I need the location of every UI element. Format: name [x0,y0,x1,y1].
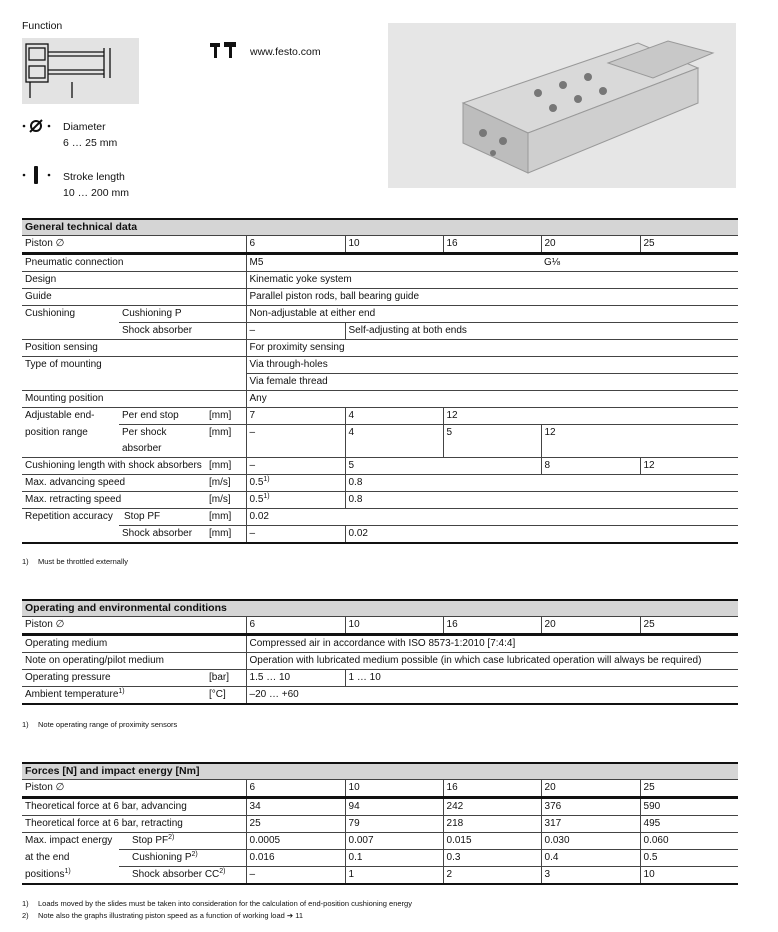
size-header: 6 [246,780,345,798]
cylinder-symbol-icon [22,38,139,104]
page-reference-link[interactable]: ➔ 11 [286,911,304,920]
cell: Self-adjusting at both ends [345,323,738,340]
cell: 0.02 [246,509,738,526]
size-header: 10 [345,236,443,254]
row-sublabel: Stop PF [119,509,206,526]
cell: 0.060 [640,833,738,850]
table-row [22,236,738,254]
piston-label: Piston ∅ [22,236,246,254]
general-data-table [22,235,738,544]
cell: Any [246,391,738,408]
row-label: Design [22,272,246,289]
operating-conditions-section [22,599,738,705]
table-row [22,850,738,867]
table-row [22,653,738,670]
row-sublabel: Shock absorber CC$^{2)}$ [119,867,246,885]
table-row [22,272,738,289]
row-label: Position sensing [22,340,246,357]
table-row [22,306,738,323]
unit: [mm] [206,458,246,475]
cell: Via through-holes [246,357,738,374]
cell: – [246,458,345,475]
row-label: Note on operating/pilot medium [22,653,246,670]
cell: G⅛ [541,254,738,272]
diameter-icon [22,118,52,137]
footnote: 1) Must be throttled externally [22,557,129,566]
size-header: 16 [443,780,541,798]
empty-cell [22,441,119,458]
table-row [22,867,738,885]
stroke-icon [22,165,52,188]
function-symbol [22,38,139,104]
row-label: Max. retracting speed [22,492,206,509]
row-sublabel: absorber [122,443,162,454]
footnote: 2) Note also the graphs illustrating piston speed as a function of working load ➔ 11 [22,911,304,920]
unit: [mm] [206,408,246,425]
piston-label: Piston ∅ [22,617,246,635]
table-row [22,617,738,635]
cell: 317 [541,816,640,833]
table-row [22,357,738,374]
row-label: Repetition accuracy [22,509,119,526]
size-header: 20 [541,236,640,254]
row-label: Cushioning length with shock absorbers [22,458,206,475]
cell: 242 [443,798,541,816]
table-row [22,425,738,442]
size-header: 6 [246,236,345,254]
row-sublabel: Cushioning $P^{2)}$ [119,850,246,867]
cell: 218 [443,816,541,833]
row-label: positions$^{1)}$ [22,867,119,885]
unit: [m/s] [206,492,246,509]
cell: – [246,425,345,442]
cell: For proximity sensing [246,340,738,357]
cell: 376 [541,798,640,816]
cell: 0.1 [345,850,443,867]
table-row [22,391,738,408]
table-row [22,441,738,458]
row-sublabel: Stop PF$^{2)}$ [119,833,246,850]
stroke-range: 10 … 200 mm [63,187,129,199]
tools-icon [210,40,238,63]
row-sublabel: Per shock [119,425,206,442]
empty-cell [541,441,738,458]
section-title: Operating and environmental conditions [22,599,738,616]
cell: 1.5 … 10 [246,670,345,687]
empty-cell [22,374,246,391]
cell: 7 [246,408,345,425]
product-photo [388,23,736,188]
section-title: General technical data [22,218,738,235]
cell: – [246,867,345,885]
footnote: 1) Note operating range of proximity sensors [22,720,178,729]
unit: [m/s] [206,475,246,492]
row-sublabel: Cushioning P [119,306,246,323]
row-sublabel: Shock absorber [119,526,206,544]
table-row [22,492,738,509]
row-label: Operating pressure [22,670,206,687]
cell: 590 [640,798,738,816]
cell: 34 [246,798,345,816]
cell: 5 [443,425,541,442]
cell: –20 … +60 [246,687,738,705]
operating-table [22,616,738,705]
table-row [22,408,738,425]
cell: 12 [640,458,738,475]
section-title: Forces [N] and impact energy [Nm] [22,762,738,779]
row-label: Max. advancing speed [22,475,206,492]
cell: 0.4 [541,850,640,867]
size-header: 20 [541,780,640,798]
cell: 10 [640,867,738,885]
website-link[interactable]: www.festo.com [250,46,321,58]
table-row [22,635,738,653]
table-row [22,475,738,492]
cell: 495 [640,816,738,833]
table-row [22,254,738,272]
empty-cell [22,323,119,340]
cell: 0.3 [443,850,541,867]
empty-cell [345,441,443,458]
cell: Compressed air in accordance with ISO 8573-1:2010 [7:4:4] [246,635,738,653]
cell: 0.5$^{1)}$ [246,492,345,509]
table-row [22,816,738,833]
diameter-label: Diameter [63,121,106,133]
row-label: Operating medium [22,635,246,653]
function-label: Function [22,20,63,32]
table-row [22,458,738,475]
cell: 94 [345,798,443,816]
cell: 2 [443,867,541,885]
unit: [mm] [206,509,246,526]
table-row [22,526,738,544]
cell: 0.8 [345,475,738,492]
general-technical-data-section [22,218,738,544]
table-row [22,687,738,705]
cell: 0.016 [246,850,345,867]
table-row [22,780,738,798]
unit: [mm] [206,526,246,544]
empty-cell [443,441,541,458]
table-row [22,289,738,306]
row-label: Max. impact energy [22,833,119,850]
cell: 0.8 [345,492,738,509]
size-header: 20 [541,617,640,635]
cell: Operation with lubricated medium possible (in which case lubricated operation will always be required) [246,653,738,670]
cell: Non-adjustable at either end [246,306,738,323]
row-label: Adjustable end- [22,408,119,425]
empty-cell [206,441,246,458]
cell: – [246,526,345,544]
cell: 25 [246,816,345,833]
row-label: Guide [22,289,246,306]
table-row [22,374,738,391]
cell: Via female thread [246,374,738,391]
row-label: Type of mounting [22,357,246,374]
row-label: position range [25,426,88,438]
cell: 5 [345,458,541,475]
cell: 1 [345,867,443,885]
size-header: 25 [640,236,738,254]
row-label: Ambient temperature$^{1)}$ [22,687,206,705]
forces-section [22,762,738,885]
stroke-label: Stroke length [63,171,125,183]
table-row [22,509,738,526]
size-header: 25 [640,617,738,635]
table-row [22,833,738,850]
piston-label: Piston ∅ [22,780,246,798]
cell: Parallel piston rods, ball bearing guide [246,289,738,306]
row-sublabel: Per end stop [119,408,206,425]
size-header: 25 [640,780,738,798]
diameter-range: 6 … 25 mm [63,137,118,149]
cell: 0.5$^{1)}$ [246,475,345,492]
cell: Kinematic yoke system [246,272,738,289]
cell: 12 [541,425,738,442]
row-sublabel: Shock absorber [119,323,246,340]
cell: 8 [541,458,640,475]
row-label: Pneumatic connection [22,254,246,272]
size-header: 10 [345,780,443,798]
forces-table [22,779,738,885]
cell: 0.5 [640,850,738,867]
row-label: Cushioning [22,306,119,323]
size-header: 16 [443,236,541,254]
cell: 4 [345,408,443,425]
empty-cell [22,526,119,544]
cell: 1 … 10 [345,670,738,687]
cell: 79 [345,816,443,833]
cell: – [246,323,345,340]
empty-cell [246,441,345,458]
cell: 0.030 [541,833,640,850]
row-label: Mounting position [22,391,246,408]
unit: [mm] [206,425,246,442]
unit: [bar] [206,670,246,687]
table-row [22,323,738,340]
row-label: at the end [25,851,70,863]
row-label: Theoretical force at 6 bar, advancing [22,798,246,816]
size-header: 10 [345,617,443,635]
cell: 4 [345,425,443,442]
cell: 3 [541,867,640,885]
table-row [22,798,738,816]
unit: [°C] [206,687,246,705]
table-row [22,670,738,687]
cell: 0.02 [345,526,738,544]
size-header: 6 [246,617,345,635]
row-label: Theoretical force at 6 bar, retracting [22,816,246,833]
cell: 12 [443,408,738,425]
cell: 0.015 [443,833,541,850]
size-header: 16 [443,617,541,635]
footnote: 1) Loads moved by the slides must be taken into consideration for the calculation of end-position cushioning energy [22,899,412,908]
cell: M5 [246,254,541,272]
cell: 0.007 [345,833,443,850]
cell: 0.0005 [246,833,345,850]
table-row [22,340,738,357]
